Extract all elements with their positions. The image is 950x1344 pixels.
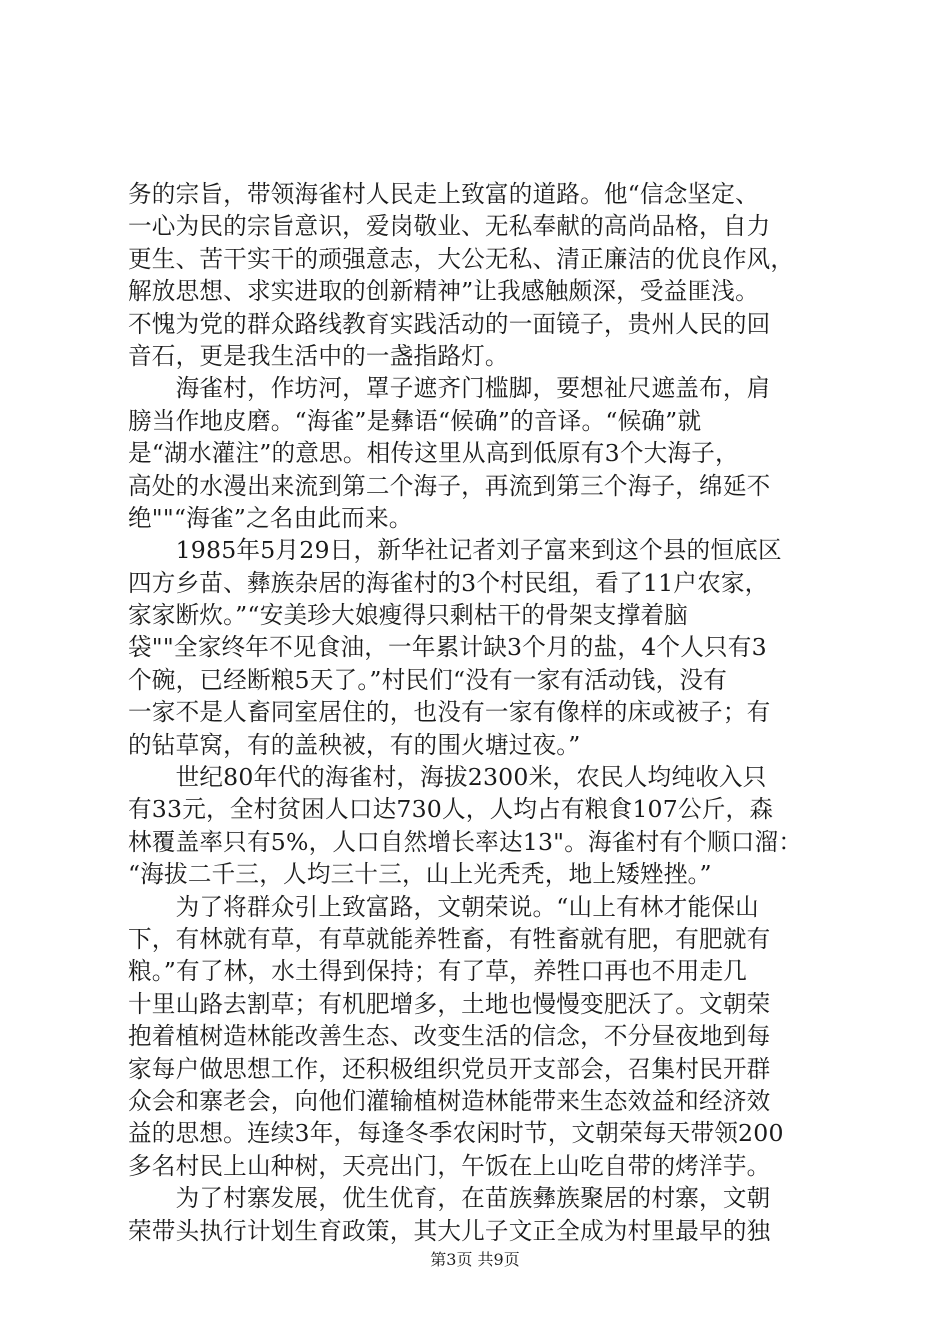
text-line: 音石，更是我生活中的一盏指路灯。 (128, 341, 509, 370)
text-line: 林覆盖率只有5%，人口自然增长率达13"。海雀村有个顺口溜： (128, 827, 803, 856)
text-line: 高处的水漫出来流到第二个海子，再流到第三个海子，绵延不 (128, 471, 771, 500)
text-line: 解放思想、求实进取的创新精神”让我感触颇深，受益匪浅。 (128, 277, 759, 306)
text-line: 一心为民的宗旨意识，爱岗敬业、无私奉献的高尚品格，自力 (128, 212, 771, 241)
text-line: 1985年5月29日，新华社记者刘子富来到这个县的恒底区 (128, 536, 782, 565)
text-line: 膀当作地皮磨。“海雀”是彝语“候确”的音译。“候确”就 (128, 406, 702, 435)
text-line: 众会和寨老会，向他们灌输植树造林能带来生态效益和经济效 (128, 1086, 771, 1115)
text-line: 一家不是人畜同室居住的，也没有一家有像样的床或被子；有 (128, 698, 771, 727)
text-line: 下，有林就有草，有草就能养牲畜，有牲畜就有肥，有肥就有 (128, 924, 771, 953)
text-line: 为了将群众引上致富路，文朝荣说。“山上有林才能保山 (128, 892, 759, 921)
text-line: 不愧为党的群众路线教育实践活动的一面镜子，贵州人民的回 (128, 309, 771, 338)
body-text (128, 178, 834, 1247)
text-line: “海拔二千三，人均三十三，山上光秃秃，地上矮矬挫。” (128, 860, 712, 889)
text-line: 更生、苦干实干的顽强意志，大公无私、清正廉洁的优良作风， (128, 244, 795, 273)
text-line: 务的宗旨，带领海雀村人民走上致富的道路。他“信念坚定、 (128, 180, 759, 208)
text-line: 是“湖水灌注”的意思。相传这里从高到低原有3个大海子， (128, 439, 739, 468)
text-line: 袋""全家终年不见食油，一年累计缺3个月的盐，4个人只有3 (128, 633, 767, 662)
text-line: 为了村寨发展，优生优育，在苗族彝族聚居的村寨，文朝 (128, 1184, 771, 1213)
text-line: 个碗，已经断粮5天了。”村民们“没有一家有活动钱，没有 (128, 665, 727, 694)
text-line: 荣带头执行计划生育政策，其大儿子文正全成为村里最早的独 (128, 1216, 771, 1245)
text-line: 家家断炊。”“安美珍大娘瘦得只剩枯干的骨架支撑着脑 (128, 601, 688, 630)
text-line: 益的思想。连续3年，每逢冬季农闲时节，文朝荣每天带领200 (128, 1119, 784, 1148)
text-line: 的钻草窝，有的盖秧被，有的围火塘过夜。” (128, 730, 581, 759)
text-line: 抱着植树造林能改善生态、改变生活的信念，不分昼夜地到每 (128, 1022, 771, 1051)
text-line: 粮。”有了林，水土得到保持；有了草，养牲口再也不用走几 (128, 957, 748, 986)
text-line: 四方乡苗、彝族杂居的海雀村的3个村民组，看了11户农家， (128, 568, 769, 597)
text-line: 多名村民上山种树，天亮出门，午饭在上山吃自带的烤洋芋。 (128, 1151, 771, 1180)
text-line: 有33元，全村贫困人口达730人，人均占有粮食107公斤，森 (128, 795, 774, 824)
page-number-footer: 第3页 共9页 (430, 1250, 520, 1269)
text-line: 绝""“海雀”之名由此而来。 (128, 503, 413, 532)
text-line: 十里山路去割草；有机肥增多，土地也慢慢变肥沃了。文朝荣 (128, 989, 771, 1018)
text-line: 世纪80年代的海雀村，海拔2300米，农民人均纯收入只 (128, 763, 767, 792)
text-line: 海雀村，作坊河，罩子遮齐门槛脚，要想祉尺遮盖布，肩 (128, 374, 771, 403)
text-line: 家每户做思想工作，还积极组织党员开支部会，召集村民开群 (128, 1054, 771, 1083)
